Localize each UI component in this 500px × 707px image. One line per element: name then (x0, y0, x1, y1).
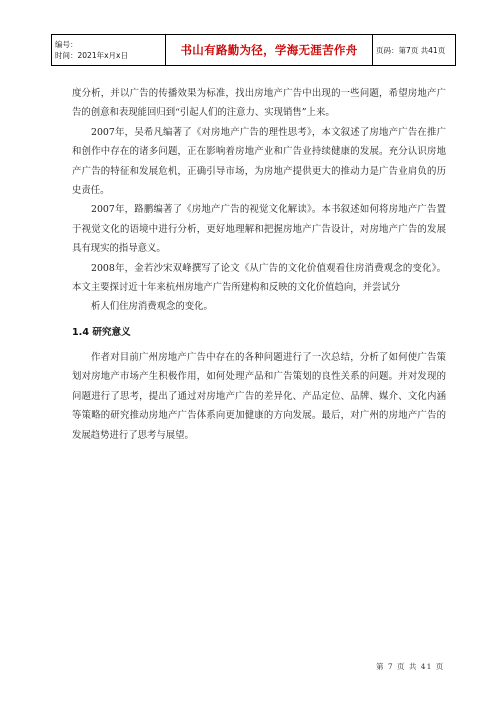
document-body (72, 84, 446, 445)
code-label: 编号： (55, 40, 78, 49)
paragraph-4: 2008年，金若沙宋双峰撰写了论文《从广告的文化价值观看住房消费观念的变化》。本文主要探讨近十年来杭州房地产广告所建构和反映的文化价值趋向，并尝试分 (72, 262, 446, 294)
header-motto: 书山有路勤为径，学海无涯苦作舟 (166, 35, 373, 66)
section-heading: 1.4 研究意义 (72, 326, 131, 338)
time-label: 时间：2021年x月x日 (55, 51, 128, 60)
paragraph-4-continued: 析人们住房消费观念的变化。 (91, 301, 213, 313)
paragraph-5: 作者对目前广州房地产广告中存在的各种问题进行了一次总结，分析了如何使广告策划对房地产市场产生积极作用，如何处理产品和广告策划的良性关系的问题。并对发现的问题进行了思考，提出了通过对房地产广告的差异化、产品定位、品牌、媒介、文化内涵等策略的研究推动房地产广告体系向更加健康的方向发展。最后，对广州的房地产广告的发展趋势进行了思考与展望。 (72, 351, 446, 441)
paragraph-1: 度分析，并以广告的传播效果为标准，找出房地产广告中出现的一些问题，希望房地产广告的创意和表现能回归到“引起人们的注意力、实现销售”上来。 (72, 88, 446, 119)
paragraph-2: 2007年，吴希凡编著了《对房地产广告的理性思考》，本文叙述了房地产广告在推广和创作中存在的诸多问题，正在影响着房地产业和广告业持续健康的发展。充分认识房地产广告的特征和发展危机，正确引导市场，为房地产提供更大的推动力是广告业肩负的历史责任。 (72, 126, 446, 197)
page-header (51, 34, 456, 66)
page-footer: 第 7 页 共 41 页 (376, 662, 445, 671)
header-page-info: 页码：第7页 共41页 (373, 35, 456, 66)
header-meta (52, 35, 166, 66)
paragraph-3: 2007年，路鹏编著了《房地产广告的视觉文化解读》。本书叙述如何将房地产广告置于视觉文化的语境中进行分析，更好地理解和把握房地产广告设计，对房地产广告的发展具有现实的指导意义。 (72, 204, 446, 255)
